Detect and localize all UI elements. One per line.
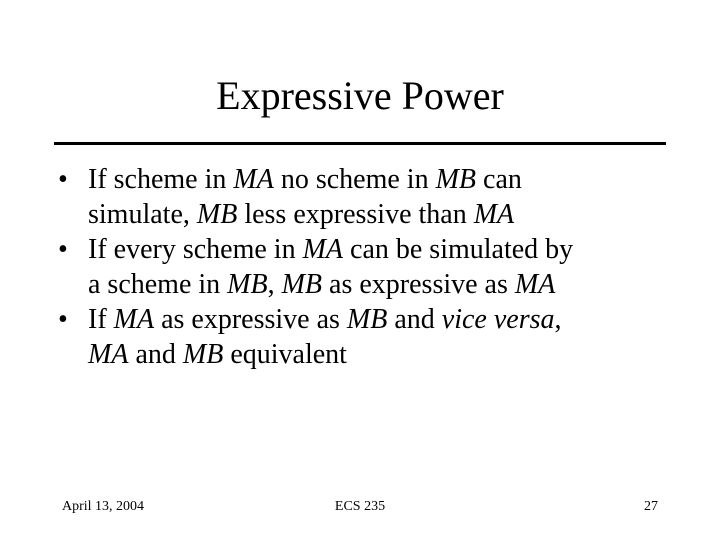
bullet-text: simulate, [88, 199, 197, 230]
bullet-item [54, 162, 666, 232]
bullet-text-italic: MA [514, 269, 556, 300]
bullet-marker: • [58, 234, 68, 265]
title-underline-rule [54, 142, 666, 145]
footer-date: April 13, 2004 [62, 499, 145, 514]
bullet-text: equivalent [223, 339, 347, 370]
bullet-marker: • [58, 164, 68, 195]
bullet-text-italic: MB [435, 164, 477, 195]
bullet-text-italic: MB [227, 269, 268, 300]
bullet-text: a scheme in [88, 269, 228, 300]
bullet-text-italic: MB [196, 199, 238, 230]
bullet-text-italic: MB [281, 269, 323, 300]
bullet-text-italic: MA [113, 304, 155, 335]
bullet-text: as expressive as [154, 304, 347, 335]
bullet-text-italic: MB [346, 304, 388, 335]
bullet-text: If scheme in [88, 164, 234, 195]
bullet-text: , [267, 269, 282, 300]
bullet-list [54, 162, 666, 372]
bullet-line [88, 197, 666, 232]
bullet-item [54, 302, 666, 372]
bullet-text: If [88, 304, 114, 335]
bullet-text: and [387, 304, 442, 335]
footer-course: ECS 235 [334, 499, 386, 514]
bullet-text-italic: MA [233, 164, 274, 195]
bullet-text: and [128, 339, 183, 370]
bullet-line [88, 267, 666, 302]
bullet-text: can be simulated by [343, 234, 574, 265]
bullet-line [88, 302, 666, 337]
bullet-text-italic: MA [302, 234, 344, 265]
bullet-text: can [476, 164, 522, 195]
bullet-line [88, 232, 666, 267]
bullet-text: no scheme in [273, 164, 436, 195]
bullet-text-italic: MB [182, 339, 224, 370]
bullet-line [88, 162, 666, 197]
bullet-text: as expressive as [322, 269, 515, 300]
bullet-text-italic: MA [88, 339, 129, 370]
footer-page-number: 27 [644, 499, 658, 514]
bullet-text: less expressive than [237, 199, 474, 230]
bullet-line [88, 337, 666, 372]
slide-title: Expressive Power [216, 73, 504, 118]
bullet-text: , [554, 304, 562, 335]
bullet-text-italic: MA [473, 199, 515, 230]
bullet-text: If every scheme in [88, 234, 303, 265]
bullet-text-italic: vice versa [441, 304, 555, 335]
bullet-marker: • [58, 304, 68, 335]
bullet-item [54, 232, 666, 302]
